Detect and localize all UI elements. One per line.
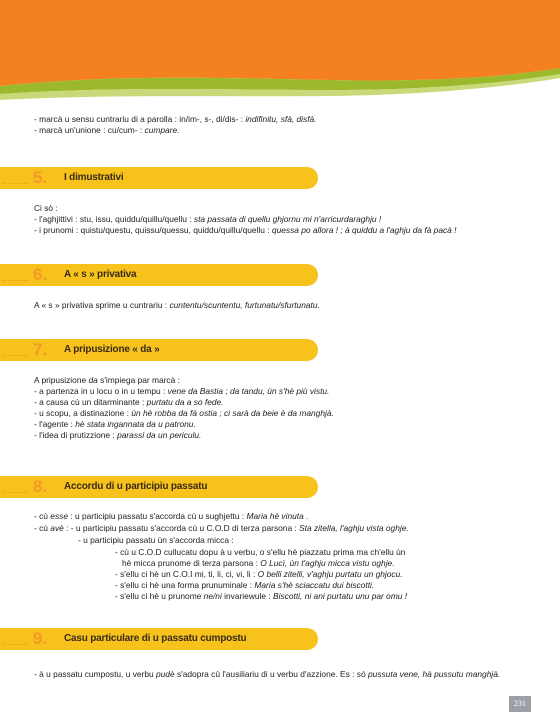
s7-line-6-text: - l'idea di prutizzione : (34, 430, 115, 440)
s7-line-1-keyword: da (88, 375, 98, 385)
s8-line-2-text: - cù (34, 523, 48, 533)
section-number: 6. (33, 265, 48, 284)
s8-line-8-example: Biscotti, ni ani purtatu unu par omu ! (273, 591, 408, 601)
intro-line-1 (34, 114, 317, 125)
s8-line-2-rest: : - u participiu passatu s'accorda cù u C.O.D di terza parsona : (66, 523, 297, 533)
section-8-header (0, 476, 318, 498)
s5-line-2 (34, 214, 381, 225)
section-number: 9. (33, 629, 48, 648)
s8-line-3 (78, 535, 234, 546)
section-bar (0, 264, 318, 286)
s9-line-1-keyword: pudè (155, 669, 175, 679)
s7-line-1 (34, 375, 180, 386)
s6-line-1 (34, 300, 320, 311)
section-title: A pripusizione « da » (64, 344, 160, 355)
s5-line-3-example: quessa po allora ! ; à quiddu a l'aghju da fà pacà ! (271, 225, 457, 235)
intro-line-2-text: - marcà un'unione : cu/cum- : (34, 125, 143, 135)
s8-line-1-example: Maria hè vinuta . (246, 511, 309, 521)
s5-line-2-example: sta passata di quellu ghjornu mi n'arricurdaraghju ! (193, 214, 382, 224)
s7-line-1-text: A pripusizione (34, 375, 87, 385)
s8-line-6 (115, 569, 403, 580)
s8-line-6-example: O belli zitelli, v'aghju purtatu un ghjocu. (257, 569, 403, 579)
intro-line-2-example: cumpare. (144, 125, 180, 135)
s8-line-2 (34, 523, 409, 534)
s8-line-4-text: - cù u C.O.D cullucatu dopu à u verbu, o s'ellu hè piazzatu prima ma ch'ellu ùn (115, 547, 406, 557)
s8-line-2-keyword: avè (50, 523, 64, 533)
s8-line-2-example: Sta zitella, l'aghju vista oghje. (299, 523, 409, 533)
s7-line-4 (34, 408, 334, 419)
s7-line-1-rest: s'impiega par marcà : (100, 375, 180, 385)
s5-line-1 (34, 203, 58, 214)
s5-line-2-text: - l'aghjittivi : stu, issu, quiddu/quillu/quellu : (34, 214, 192, 224)
s7-line-6-example: parassi da un periculu. (117, 430, 202, 440)
section-number: 5. (33, 168, 48, 187)
intro-line-1-text: - marcà u sensu cuntrariu di a parolla : in/im-, s-, di/dis- : (34, 114, 243, 124)
s8-line-3-text: - u participiu passatu ùn s'accorda micca : (78, 535, 234, 545)
s7-line-3 (34, 397, 224, 408)
s8-line-5-text: hè micca prunome di terza parsona : (122, 558, 258, 568)
s8-line-7-text: - s'ellu ci hè una forma prunuminale : (115, 580, 253, 590)
section-dots: .......... (2, 349, 30, 358)
section-title: A « s » privativa (64, 269, 137, 280)
s8-line-4 (115, 547, 405, 558)
s8-line-1-text: - cù (34, 511, 48, 521)
section-bar (0, 167, 318, 189)
s9-line-1-text: - à u passatu cumpostu, u verbu (34, 669, 154, 679)
section-number: 8. (33, 477, 48, 496)
section-title: I dimustrativi (64, 172, 124, 183)
s6-line-1-text: A « s » privativa sprime u cuntrariu : (34, 300, 168, 310)
s8-line-8 (115, 591, 407, 602)
s5-line-1-text: Ci sò : (34, 203, 58, 213)
s7-line-6 (34, 430, 201, 441)
s6-line-1-example: cuntentu/scuntentu, furtunatu/sfurtunatu. (169, 300, 320, 310)
section-dots: .......... (2, 274, 30, 283)
s9-line-1-example: sò pussuta vene, hà pussutu manghjà. (356, 669, 501, 679)
s7-line-5-text: - l'agente : (34, 419, 73, 429)
section-number: 7. (33, 340, 48, 359)
s7-line-3-example: purtatu da a so fede. (146, 397, 224, 407)
s8-line-1-rest: : u participiu passatu s'accorda cù u sughjettu : (70, 511, 245, 521)
section-title: Casu particulare di u passatu cumpostu (64, 633, 247, 644)
s8-line-5-example: O Lucì, ùn t'aghju micca vistu oghje. (260, 558, 395, 568)
top-banner (0, 0, 560, 100)
intro-line-1-example: indifinitu, sfà, disfà. (245, 114, 317, 124)
s7-line-2-example: vene da Bastia ; da tandu, ùn s'hè più vistu. (167, 386, 330, 396)
s8-line-7 (115, 580, 374, 591)
s8-line-5 (122, 558, 395, 569)
s7-line-2-text: - a partenza in u locu o in u tempu : (34, 386, 166, 396)
s5-line-3-text: - i prunomi : quistu/questu, quissu/quessu, quiddu/quillu/quellu : (34, 225, 270, 235)
s7-line-2 (34, 386, 329, 397)
s9-line-1-rest: s'adopra cù l'ausiliariu di u verbu d'azzione. Es : (176, 669, 355, 679)
s7-line-4-text: - u scopu, a distinazione : (34, 408, 129, 418)
s8-line-8-rest: invariewule : (224, 591, 271, 601)
s8-line-1-keyword: esse (50, 511, 68, 521)
page-number: 231 (509, 696, 531, 712)
s8-line-7-example: Maria s'hè sciaccatu dui biscotti. (254, 580, 375, 590)
s7-line-4-example: ùn hè robba da fà ostia ; ci sarà da beie è da manghjà. (131, 408, 334, 418)
section-title: Accordu di u participiu passatu (64, 481, 208, 492)
section-9-header (0, 628, 318, 650)
s7-line-3-text: - a causa cù un ditarminante : (34, 397, 145, 407)
s8-line-8-text: - s'ellu ci hè u prunome (115, 591, 202, 601)
section-7-header (0, 339, 318, 361)
s8-line-1 (34, 511, 308, 522)
s7-line-5 (34, 419, 196, 430)
section-dots: .......... (2, 177, 30, 186)
intro-line-2 (34, 125, 179, 136)
section-5-header (0, 167, 318, 189)
section-dots: .......... (2, 638, 30, 647)
section-6-header (0, 264, 318, 286)
s5-line-3 (34, 225, 457, 236)
s9-line-1 (34, 669, 500, 680)
s8-line-6-text: - s'ellu ci hè un C.O.I mi, ti, li, ci, vi, li : (115, 569, 256, 579)
s8-line-8-keyword: ne/ni (203, 591, 222, 601)
section-dots: .......... (2, 486, 30, 495)
s7-line-5-example: hè stata ingannata da u patronu. (75, 419, 196, 429)
